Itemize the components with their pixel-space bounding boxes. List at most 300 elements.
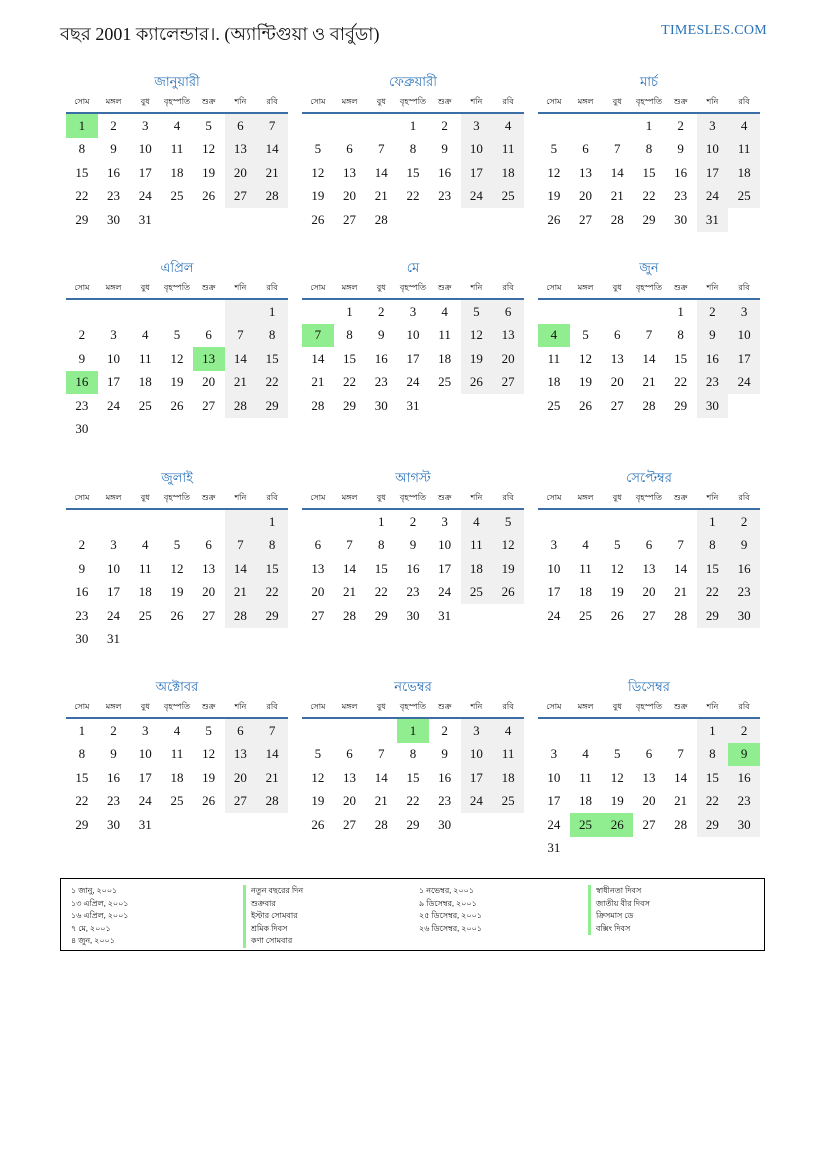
day-cell[interactable]: 16 xyxy=(107,164,121,180)
day-cell[interactable]: 10 xyxy=(697,138,729,162)
day-cell[interactable]: 4 xyxy=(538,324,570,348)
day-cell[interactable]: 9 xyxy=(677,141,684,157)
day-cell[interactable]: 15 xyxy=(256,557,288,581)
day-cell[interactable]: 25 xyxy=(728,185,760,209)
day-cell[interactable]: 18 xyxy=(492,161,524,185)
day-cell[interactable]: 24 xyxy=(406,374,420,390)
day-cell[interactable]: 9 xyxy=(78,350,86,366)
day-cell[interactable]: 15 xyxy=(674,350,688,366)
day-cell[interactable]: 2 xyxy=(728,718,760,743)
day-cell[interactable]: 18 xyxy=(138,374,152,390)
day-cell[interactable]: 16 xyxy=(728,557,760,581)
day-cell[interactable]: 1 xyxy=(697,509,729,534)
day-cell[interactable]: 3 xyxy=(142,117,149,133)
day-cell[interactable]: 10 xyxy=(138,141,152,157)
day-cell[interactable]: 15 xyxy=(697,557,729,581)
day-cell[interactable]: 3 xyxy=(728,299,760,324)
day-cell[interactable]: 27 xyxy=(579,211,593,227)
day-cell[interactable]: 24 xyxy=(107,397,121,413)
day-cell[interactable]: 25 xyxy=(170,188,184,204)
day-cell[interactable]: 3 xyxy=(697,113,729,138)
day-cell[interactable]: 9 xyxy=(728,534,760,558)
day-cell[interactable]: 31 xyxy=(406,397,420,413)
day-cell[interactable]: 5 xyxy=(492,509,524,534)
day-cell[interactable]: 6 xyxy=(614,327,621,343)
day-cell[interactable]: 11 xyxy=(170,746,184,762)
day-cell[interactable]: 18 xyxy=(438,350,452,366)
day-cell[interactable]: 24 xyxy=(461,185,493,209)
day-cell[interactable]: 17 xyxy=(547,793,561,809)
day-cell[interactable]: 26 xyxy=(547,211,561,227)
day-cell[interactable]: 31 xyxy=(697,208,729,232)
day-cell[interactable]: 24 xyxy=(107,607,121,623)
day-cell[interactable]: 20 xyxy=(202,584,216,600)
day-cell[interactable]: 13 xyxy=(642,560,656,576)
day-cell[interactable]: 26 xyxy=(610,607,624,623)
day-cell[interactable]: 16 xyxy=(728,766,760,790)
day-cell[interactable]: 30 xyxy=(75,421,89,437)
day-cell[interactable]: 14 xyxy=(256,138,288,162)
day-cell[interactable]: 23 xyxy=(728,581,760,605)
day-cell[interactable]: 14 xyxy=(256,743,288,767)
day-cell[interactable]: 24 xyxy=(138,188,152,204)
day-cell[interactable]: 4 xyxy=(142,537,149,553)
day-cell[interactable]: 23 xyxy=(374,374,388,390)
day-cell[interactable]: 1 xyxy=(346,303,353,319)
day-cell[interactable]: 23 xyxy=(728,790,760,814)
day-cell[interactable]: 13 xyxy=(225,743,257,767)
day-cell[interactable]: 27 xyxy=(492,371,524,395)
day-cell[interactable]: 17 xyxy=(697,161,729,185)
day-cell[interactable]: 2 xyxy=(78,327,86,343)
day-cell[interactable]: 12 xyxy=(610,769,624,785)
day-cell[interactable]: 10 xyxy=(728,324,760,348)
day-cell[interactable]: 5 xyxy=(550,141,558,157)
day-cell[interactable]: 8 xyxy=(256,534,288,558)
day-cell[interactable]: 22 xyxy=(75,188,89,204)
day-cell[interactable]: 14 xyxy=(674,769,688,785)
day-cell[interactable]: 28 xyxy=(343,607,357,623)
day-cell[interactable]: 4 xyxy=(492,113,524,138)
day-cell[interactable]: 19 xyxy=(202,164,216,180)
day-cell[interactable]: 8 xyxy=(645,141,653,157)
day-cell[interactable]: 19 xyxy=(202,769,216,785)
day-cell[interactable]: 20 xyxy=(642,584,656,600)
day-cell[interactable]: 14 xyxy=(311,350,325,366)
day-cell[interactable]: 13 xyxy=(492,324,524,348)
day-cell[interactable]: 31 xyxy=(138,211,152,227)
day-cell[interactable]: 27 xyxy=(225,185,257,209)
day-cell[interactable]: 6 xyxy=(225,718,257,743)
day-cell[interactable]: 5 xyxy=(461,299,493,324)
day-cell[interactable]: 7 xyxy=(256,113,288,138)
day-cell[interactable]: 16 xyxy=(75,584,89,600)
day-cell[interactable]: 18 xyxy=(547,374,561,390)
day-cell[interactable]: 3 xyxy=(550,746,558,762)
day-cell[interactable]: 9 xyxy=(78,560,86,576)
day-cell[interactable]: 25 xyxy=(170,793,184,809)
day-cell[interactable]: 15 xyxy=(406,164,420,180)
day-cell[interactable]: 22 xyxy=(343,374,357,390)
day-cell[interactable]: 21 xyxy=(674,793,688,809)
day-cell[interactable]: 26 xyxy=(202,188,216,204)
day-cell[interactable]: 24 xyxy=(138,793,152,809)
day-cell[interactable]: 9 xyxy=(110,746,117,762)
day-cell[interactable]: 31 xyxy=(138,816,152,832)
day-cell[interactable]: 15 xyxy=(642,164,656,180)
day-cell[interactable]: 17 xyxy=(438,560,452,576)
day-cell[interactable]: 21 xyxy=(343,584,357,600)
day-cell[interactable]: 16 xyxy=(438,769,452,785)
day-cell[interactable]: 27 xyxy=(610,397,624,413)
day-cell[interactable]: 16 xyxy=(107,769,121,785)
day-cell[interactable]: 29 xyxy=(256,394,288,418)
day-cell[interactable]: 23 xyxy=(674,188,688,204)
day-cell[interactable]: 1 xyxy=(256,299,288,324)
day-cell[interactable]: 1 xyxy=(677,303,684,319)
day-cell[interactable]: 30 xyxy=(697,394,729,418)
day-cell[interactable]: 10 xyxy=(438,537,452,553)
day-cell[interactable]: 6 xyxy=(346,141,353,157)
day-cell[interactable]: 23 xyxy=(438,793,452,809)
day-cell[interactable]: 23 xyxy=(75,607,89,623)
day-cell[interactable]: 26 xyxy=(311,816,325,832)
day-cell[interactable]: 7 xyxy=(225,534,257,558)
day-cell[interactable]: 30 xyxy=(406,607,420,623)
day-cell[interactable]: 4 xyxy=(142,327,149,343)
day-cell[interactable]: 10 xyxy=(107,350,121,366)
day-cell[interactable]: 3 xyxy=(110,327,117,343)
day-cell[interactable]: 2 xyxy=(378,303,385,319)
day-cell[interactable]: 19 xyxy=(170,584,184,600)
day-cell[interactable]: 23 xyxy=(107,188,121,204)
day-cell[interactable]: 2 xyxy=(728,509,760,534)
day-cell[interactable]: 5 xyxy=(205,117,212,133)
day-cell[interactable]: 12 xyxy=(579,350,593,366)
day-cell[interactable]: 24 xyxy=(728,371,760,395)
day-cell[interactable]: 19 xyxy=(610,793,624,809)
day-cell[interactable]: 21 xyxy=(256,766,288,790)
day-cell[interactable]: 20 xyxy=(225,161,257,185)
day-cell[interactable]: 3 xyxy=(110,537,117,553)
day-cell[interactable]: 7 xyxy=(256,718,288,743)
day-cell[interactable]: 10 xyxy=(138,746,152,762)
day-cell[interactable]: 29 xyxy=(406,816,420,832)
day-cell[interactable]: 26 xyxy=(492,581,524,605)
day-cell[interactable]: 13 xyxy=(311,560,325,576)
day-cell[interactable]: 13 xyxy=(202,560,216,576)
day-cell[interactable]: 1 xyxy=(397,718,429,743)
day-cell[interactable]: 29 xyxy=(674,397,688,413)
day-cell[interactable]: 9 xyxy=(378,327,385,343)
day-cell[interactable]: 29 xyxy=(697,813,729,837)
day-cell[interactable]: 22 xyxy=(256,581,288,605)
day-cell[interactable]: 22 xyxy=(642,188,656,204)
day-cell[interactable]: 28 xyxy=(674,816,688,832)
day-cell[interactable]: 4 xyxy=(582,746,589,762)
day-cell[interactable]: 2 xyxy=(110,117,117,133)
day-cell[interactable]: 7 xyxy=(614,141,621,157)
day-cell[interactable]: 18 xyxy=(138,584,152,600)
day-cell[interactable]: 30 xyxy=(728,604,760,628)
day-cell[interactable]: 21 xyxy=(674,584,688,600)
day-cell[interactable]: 29 xyxy=(642,211,656,227)
day-cell[interactable]: 3 xyxy=(441,513,448,529)
day-cell[interactable]: 28 xyxy=(256,185,288,209)
day-cell[interactable]: 31 xyxy=(438,607,452,623)
day-cell[interactable]: 6 xyxy=(205,537,212,553)
day-cell[interactable]: 14 xyxy=(343,560,357,576)
day-cell[interactable]: 15 xyxy=(374,560,388,576)
day-cell[interactable]: 19 xyxy=(311,793,325,809)
day-cell[interactable]: 7 xyxy=(378,141,385,157)
day-cell[interactable]: 7 xyxy=(346,537,353,553)
day-cell[interactable]: 5 xyxy=(173,537,181,553)
day-cell[interactable]: 29 xyxy=(697,604,729,628)
day-cell[interactable]: 8 xyxy=(409,746,417,762)
day-cell[interactable]: 2 xyxy=(409,513,417,529)
day-cell[interactable]: 1 xyxy=(409,117,417,133)
day-cell[interactable]: 10 xyxy=(461,743,493,767)
day-cell[interactable]: 21 xyxy=(642,374,656,390)
day-cell[interactable]: 28 xyxy=(225,394,257,418)
day-cell[interactable]: 26 xyxy=(601,813,633,837)
day-cell[interactable]: 24 xyxy=(697,185,729,209)
day-cell[interactable]: 30 xyxy=(107,816,121,832)
day-cell[interactable]: 25 xyxy=(492,790,524,814)
day-cell[interactable]: 24 xyxy=(461,790,493,814)
day-cell[interactable]: 14 xyxy=(225,557,257,581)
day-cell[interactable]: 9 xyxy=(441,141,448,157)
day-cell[interactable]: 10 xyxy=(461,138,493,162)
day-cell[interactable]: 1 xyxy=(78,722,86,738)
site-brand-link[interactable]: TIMESLES.COM xyxy=(661,23,767,38)
day-cell[interactable]: 6 xyxy=(645,537,653,553)
day-cell[interactable]: 24 xyxy=(547,607,561,623)
day-cell[interactable]: 6 xyxy=(346,746,353,762)
day-cell[interactable]: 14 xyxy=(610,164,624,180)
day-cell[interactable]: 26 xyxy=(461,371,493,395)
day-cell[interactable]: 29 xyxy=(256,604,288,628)
day-cell[interactable]: 19 xyxy=(579,374,593,390)
day-cell[interactable]: 3 xyxy=(550,537,558,553)
day-cell[interactable]: 21 xyxy=(374,793,388,809)
day-cell[interactable]: 26 xyxy=(170,607,184,623)
day-cell[interactable]: 25 xyxy=(492,185,524,209)
day-cell[interactable]: 21 xyxy=(225,581,257,605)
day-cell[interactable]: 19 xyxy=(170,374,184,390)
day-cell[interactable]: 5 xyxy=(205,722,212,738)
day-cell[interactable]: 26 xyxy=(170,397,184,413)
day-cell[interactable]: 10 xyxy=(547,769,561,785)
day-cell[interactable]: 11 xyxy=(728,138,760,162)
day-cell[interactable]: 15 xyxy=(406,769,420,785)
day-cell[interactable]: 5 xyxy=(314,746,322,762)
day-cell[interactable]: 1 xyxy=(378,513,385,529)
day-cell[interactable]: 2 xyxy=(110,722,117,738)
day-cell[interactable]: 9 xyxy=(697,324,729,348)
day-cell[interactable]: 9 xyxy=(409,537,417,553)
day-cell[interactable]: 5 xyxy=(314,141,322,157)
day-cell[interactable]: 11 xyxy=(138,560,152,576)
day-cell[interactable]: 12 xyxy=(492,534,524,558)
day-cell[interactable]: 6 xyxy=(492,299,524,324)
day-cell[interactable]: 14 xyxy=(642,350,656,366)
day-cell[interactable]: 16 xyxy=(697,347,729,371)
day-cell[interactable]: 28 xyxy=(256,790,288,814)
day-cell[interactable]: 2 xyxy=(677,117,684,133)
day-cell[interactable]: 22 xyxy=(406,793,420,809)
day-cell[interactable]: 20 xyxy=(610,374,624,390)
day-cell[interactable]: 30 xyxy=(374,397,388,413)
day-cell[interactable]: 27 xyxy=(202,397,216,413)
day-cell[interactable]: 26 xyxy=(311,211,325,227)
day-cell[interactable]: 19 xyxy=(610,584,624,600)
day-cell[interactable]: 22 xyxy=(697,581,729,605)
day-cell[interactable]: 3 xyxy=(142,722,149,738)
day-cell[interactable]: 19 xyxy=(492,557,524,581)
day-cell[interactable]: 19 xyxy=(311,188,325,204)
day-cell[interactable]: 16 xyxy=(674,164,688,180)
day-cell[interactable]: 2 xyxy=(441,722,448,738)
day-cell[interactable]: 21 xyxy=(610,188,624,204)
day-cell[interactable]: 25 xyxy=(438,374,452,390)
day-cell[interactable]: 22 xyxy=(406,188,420,204)
day-cell[interactable]: 26 xyxy=(202,793,216,809)
day-cell[interactable]: 20 xyxy=(492,347,524,371)
day-cell[interactable]: 28 xyxy=(311,397,325,413)
day-cell[interactable]: 4 xyxy=(173,117,181,133)
day-cell[interactable]: 22 xyxy=(256,371,288,395)
day-cell[interactable]: 30 xyxy=(75,631,89,647)
day-cell[interactable]: 1 xyxy=(66,113,98,138)
day-cell[interactable]: 9 xyxy=(110,141,117,157)
day-cell[interactable]: 11 xyxy=(492,743,524,767)
day-cell[interactable]: 16 xyxy=(66,371,98,395)
day-cell[interactable]: 5 xyxy=(173,327,181,343)
day-cell[interactable]: 29 xyxy=(75,816,89,832)
day-cell[interactable]: 2 xyxy=(78,537,86,553)
day-cell[interactable]: 18 xyxy=(728,161,760,185)
day-cell[interactable]: 9 xyxy=(728,743,760,767)
day-cell[interactable]: 24 xyxy=(438,584,452,600)
day-cell[interactable]: 20 xyxy=(579,188,593,204)
day-cell[interactable]: 13 xyxy=(343,164,357,180)
day-cell[interactable]: 22 xyxy=(697,790,729,814)
day-cell[interactable]: 23 xyxy=(438,188,452,204)
day-cell[interactable]: 12 xyxy=(202,141,216,157)
day-cell[interactable]: 25 xyxy=(138,397,152,413)
day-cell[interactable]: 13 xyxy=(193,347,225,371)
day-cell[interactable]: 24 xyxy=(547,816,561,832)
day-cell[interactable]: 6 xyxy=(205,327,212,343)
day-cell[interactable]: 22 xyxy=(75,793,89,809)
day-cell[interactable]: 6 xyxy=(314,537,322,553)
day-cell[interactable]: 27 xyxy=(202,607,216,623)
day-cell[interactable]: 18 xyxy=(492,766,524,790)
day-cell[interactable]: 26 xyxy=(579,397,593,413)
day-cell[interactable]: 1 xyxy=(645,117,653,133)
day-cell[interactable]: 22 xyxy=(674,374,688,390)
day-cell[interactable]: 4 xyxy=(582,537,589,553)
day-cell[interactable]: 8 xyxy=(409,141,417,157)
day-cell[interactable]: 10 xyxy=(406,327,420,343)
day-cell[interactable]: 31 xyxy=(547,840,561,856)
day-cell[interactable]: 7 xyxy=(645,327,653,343)
day-cell[interactable]: 14 xyxy=(374,164,388,180)
day-cell[interactable]: 29 xyxy=(374,607,388,623)
day-cell[interactable]: 20 xyxy=(311,584,325,600)
day-cell[interactable]: 21 xyxy=(374,188,388,204)
day-cell[interactable]: 30 xyxy=(107,211,121,227)
day-cell[interactable]: 15 xyxy=(75,164,89,180)
day-cell[interactable]: 18 xyxy=(579,584,593,600)
day-cell[interactable]: 1 xyxy=(697,718,729,743)
day-cell[interactable]: 13 xyxy=(610,350,624,366)
day-cell[interactable]: 2 xyxy=(441,117,448,133)
day-cell[interactable]: 14 xyxy=(225,347,257,371)
day-cell[interactable]: 20 xyxy=(202,374,216,390)
day-cell[interactable]: 17 xyxy=(406,350,420,366)
day-cell[interactable]: 12 xyxy=(170,560,184,576)
day-cell[interactable]: 12 xyxy=(610,560,624,576)
day-cell[interactable]: 17 xyxy=(728,347,760,371)
day-cell[interactable]: 5 xyxy=(582,327,589,343)
day-cell[interactable]: 18 xyxy=(170,769,184,785)
day-cell[interactable]: 13 xyxy=(642,769,656,785)
day-cell[interactable]: 15 xyxy=(256,347,288,371)
day-cell[interactable]: 28 xyxy=(374,816,388,832)
day-cell[interactable]: 2 xyxy=(697,299,729,324)
day-cell[interactable]: 7 xyxy=(677,746,684,762)
day-cell[interactable]: 27 xyxy=(642,607,656,623)
day-cell[interactable]: 15 xyxy=(697,766,729,790)
day-cell[interactable]: 21 xyxy=(256,161,288,185)
day-cell[interactable]: 20 xyxy=(343,188,357,204)
day-cell[interactable]: 21 xyxy=(225,371,257,395)
day-cell[interactable]: 27 xyxy=(311,607,325,623)
day-cell[interactable]: 11 xyxy=(138,350,152,366)
day-cell[interactable]: 8 xyxy=(677,327,684,343)
day-cell[interactable]: 25 xyxy=(461,581,493,605)
day-cell[interactable]: 11 xyxy=(461,534,493,558)
day-cell[interactable]: 17 xyxy=(138,769,152,785)
day-cell[interactable]: 17 xyxy=(107,374,121,390)
day-cell[interactable]: 25 xyxy=(570,813,602,837)
day-cell[interactable]: 6 xyxy=(225,113,257,138)
day-cell[interactable]: 16 xyxy=(438,164,452,180)
day-cell[interactable]: 27 xyxy=(225,790,257,814)
day-cell[interactable]: 16 xyxy=(374,350,388,366)
day-cell[interactable]: 11 xyxy=(438,327,451,343)
day-cell[interactable]: 21 xyxy=(311,374,325,390)
day-cell[interactable]: 11 xyxy=(579,769,592,785)
day-cell[interactable]: 3 xyxy=(461,718,493,743)
day-cell[interactable]: 18 xyxy=(461,557,493,581)
day-cell[interactable]: 8 xyxy=(697,534,729,558)
day-cell[interactable]: 14 xyxy=(374,769,388,785)
day-cell[interactable]: 20 xyxy=(642,793,656,809)
day-cell[interactable]: 7 xyxy=(225,324,257,348)
day-cell[interactable]: 12 xyxy=(461,324,493,348)
day-cell[interactable]: 11 xyxy=(547,350,561,366)
day-cell[interactable]: 20 xyxy=(225,766,257,790)
day-cell[interactable]: 30 xyxy=(728,813,760,837)
day-cell[interactable]: 6 xyxy=(645,746,653,762)
day-cell[interactable]: 11 xyxy=(170,141,184,157)
day-cell[interactable]: 17 xyxy=(547,584,561,600)
day-cell[interactable]: 12 xyxy=(547,164,561,180)
